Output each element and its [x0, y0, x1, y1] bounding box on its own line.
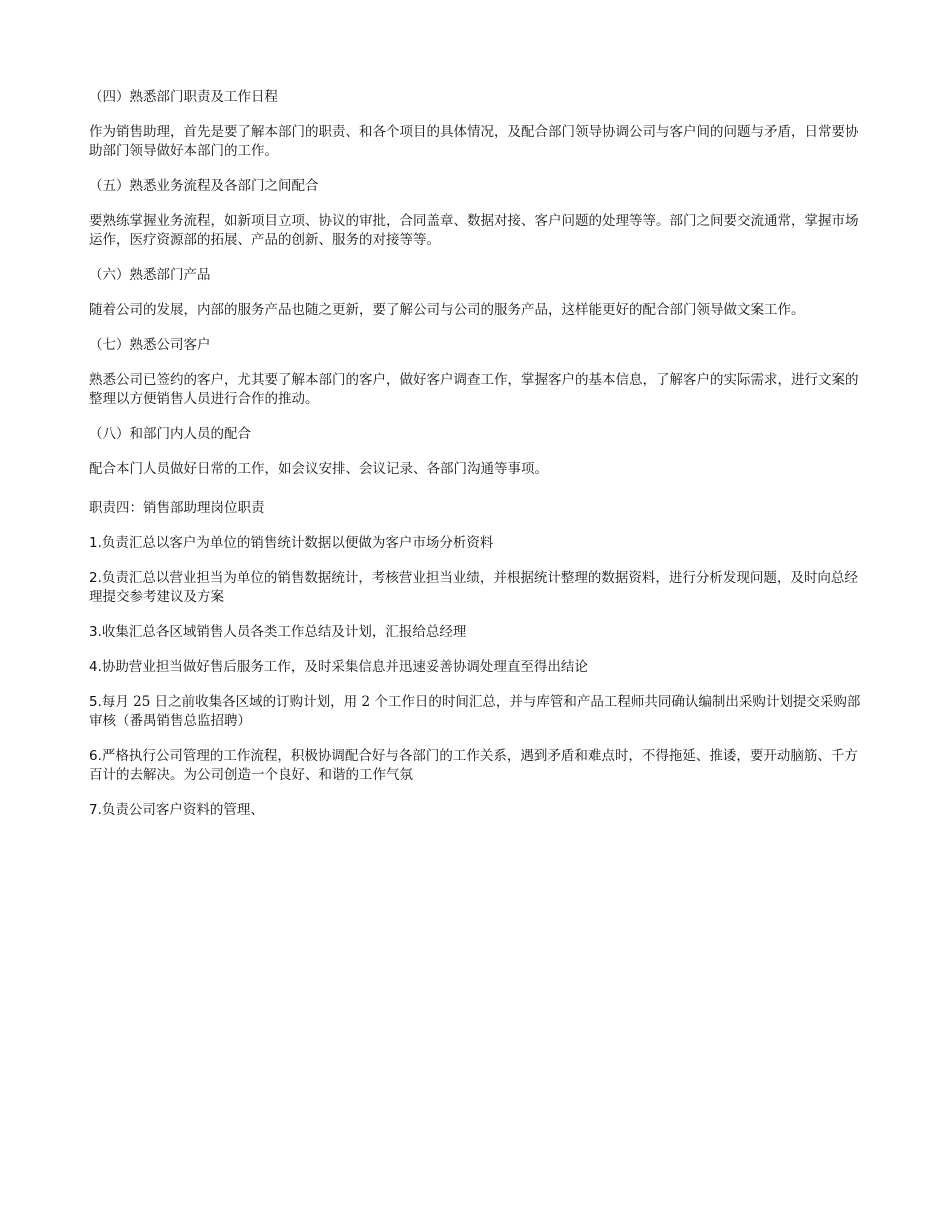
duty-item-number: 6. [89, 748, 102, 764]
duty-item-number: 1. [89, 535, 102, 551]
section-paragraph: 配合本门人员做好日常的工作，如会议安排、会议记录、各部门沟通等事项。 [89, 461, 548, 477]
duty-item [89, 658, 864, 677]
duty-item-number: 7. [89, 802, 102, 818]
section-paragraph: 熟悉公司已签约的客户，尤其要了解本部门的客户，做好客户调查工作，掌握客户的基本信息，了解客户的实际需求，进行文案的整理以方便销售人员进行合作的推动。 [89, 372, 859, 407]
duty-item-text: 每月 25 日之前收集各区域的订购计划，用 2 个工作日的时间汇总，并与库管和产品工程师共同确认编制出采购计划提交采购部审核（番禺销售总监招聘） [89, 694, 861, 729]
duty-item [89, 801, 864, 820]
section-heading: （六）熟悉部门产品 [89, 267, 211, 283]
duty-item-text: 负责汇总以营业担当为单位的销售数据统计，考核营业担当业绩，并根据统计整理的数据资料，进行分析发现问题，及时向总经理提交参考建议及方案 [89, 570, 858, 605]
section-paragraph: 要熟练掌握业务流程，如新项目立项、协议的审批，合同盖章、数据对接、客户问题的处理等等。部门之间要交流通常，掌握市场运作，医疗资源部的拓展、产品的创新、服务的对接等等。 [89, 213, 859, 248]
duty-item [89, 623, 864, 642]
duty-item-text: 严格执行公司管理的工作流程，积极协调配合好与各部门的工作关系，遇到矛盾和难点时，不得拖延、推诿，要开动脑筋、千方百计的去解决。为公司创造一个良好、和谐的工作气氛 [89, 748, 858, 783]
duty-item [89, 534, 864, 553]
duty-item-number: 5. [89, 694, 102, 710]
section-paragraph: 作为销售助理，首先是要了解本部门的职责、和各个项目的具体情况，及配合部门领导协调公司与客户间的问题与矛盾，日常要协助部门领导做好本部门的工作。 [89, 124, 859, 159]
duty-item-number: 4. [89, 659, 102, 675]
duty-item-text: 收集汇总各区域销售人员各类工作总结及计划，汇报给总经理 [101, 624, 467, 640]
duty-item [89, 693, 864, 731]
duty-item [89, 747, 864, 785]
section-heading: （七）熟悉公司客户 [89, 337, 211, 353]
document-page [89, 88, 864, 836]
section-heading: （五）熟悉业务流程及各部门之间配合 [89, 178, 319, 194]
section-heading: （四）熟悉部门职责及工作日程 [89, 89, 278, 105]
duty-item-number: 2. [89, 570, 102, 586]
duty-item-number: 3. [89, 624, 102, 640]
section-paragraph: 随着公司的发展，内部的服务产品也随之更新，要了解公司与公司的服务产品，这样能更好的配合部门领导做文案工作。 [89, 302, 805, 318]
duty-item-text: 负责公司客户资料的管理、 [101, 802, 264, 818]
duty-item-text: 协助营业担当做好售后服务工作，及时采集信息并迅速妥善协调处理直至得出结论 [101, 659, 588, 675]
duty-item-text: 负责汇总以客户为单位的销售统计数据以便做为客户市场分析资料 [101, 535, 494, 551]
duty-item [89, 569, 864, 607]
section-heading: （八）和部门内人员的配合 [89, 426, 251, 442]
duty-title: 职责四：销售部助理岗位职责 [89, 500, 265, 516]
